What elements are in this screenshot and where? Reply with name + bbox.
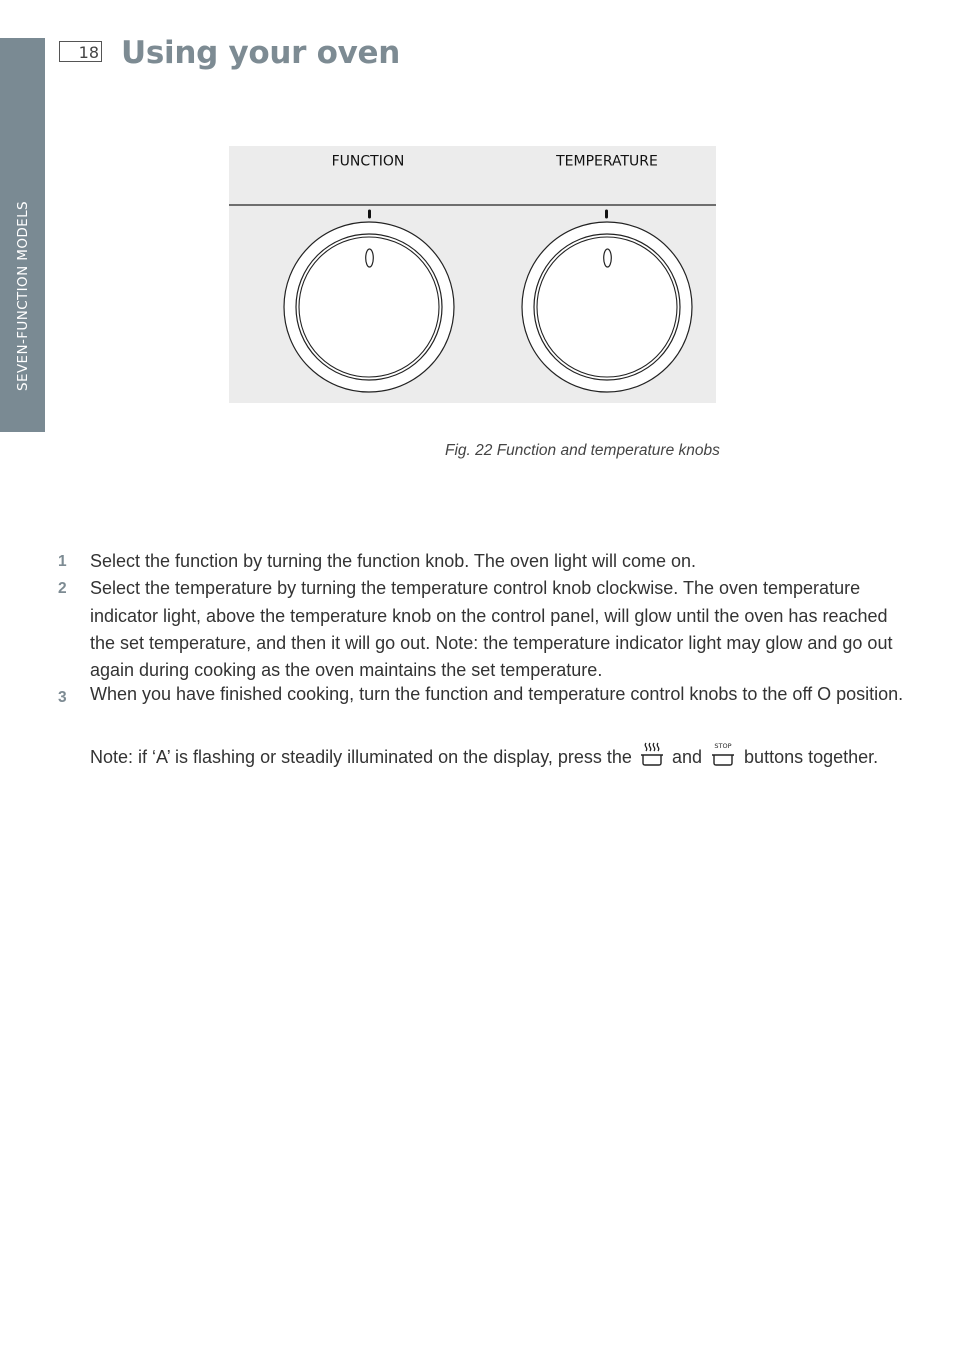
control-panel-figure <box>229 146 716 403</box>
stop-label: STOP <box>714 741 732 750</box>
step-number: 2 <box>58 580 67 598</box>
sidebar-section-label: SEVEN-FUNCTION MODELS <box>15 201 31 391</box>
step-text: When you have finished cooking, turn the function and temperature control knobs to the off O position. <box>90 684 904 705</box>
step-text: Select the function by turning the function knob. The oven light will come on. <box>90 551 697 571</box>
note-text-middle: and <box>671 746 703 767</box>
display-note <box>90 741 908 775</box>
function-knob <box>284 222 454 392</box>
temperature-knob <box>522 222 692 392</box>
stop-pot-icon <box>710 741 736 775</box>
function-indicator-mark <box>368 210 371 219</box>
instruction-steps <box>58 548 908 775</box>
list-item <box>58 575 908 684</box>
function-knob-label: FUNCTION <box>331 153 405 170</box>
figure-caption: Fig. 22 Function and temperature knobs <box>445 442 720 459</box>
list-item <box>58 548 908 575</box>
note-text-after: buttons together. <box>744 746 879 767</box>
step-number: 3 <box>58 689 67 707</box>
temperature-knob-label: TEMPERATURE <box>556 153 658 170</box>
temperature-indicator-mark <box>605 210 608 219</box>
page-title: Using your oven <box>121 35 401 71</box>
cooking-pot-steam-icon <box>640 741 664 775</box>
list-item <box>58 681 908 711</box>
step-text: Select the temperature by turning the temperature control knob clockwise. The oven temperature indicator light, above the temperature knob on the control panel, will glow until the oven has reached the set temperature, and then it will go out. Note: the temperature indicator light may glow and go out again during cooking as the oven maintains the set temperature. <box>90 578 893 681</box>
step-number: 1 <box>58 553 67 570</box>
page-number: 18 <box>59 41 102 62</box>
note-text-before: Note: if ‘A’ is flashing or steadily illuminated on the display, press the <box>90 746 632 767</box>
